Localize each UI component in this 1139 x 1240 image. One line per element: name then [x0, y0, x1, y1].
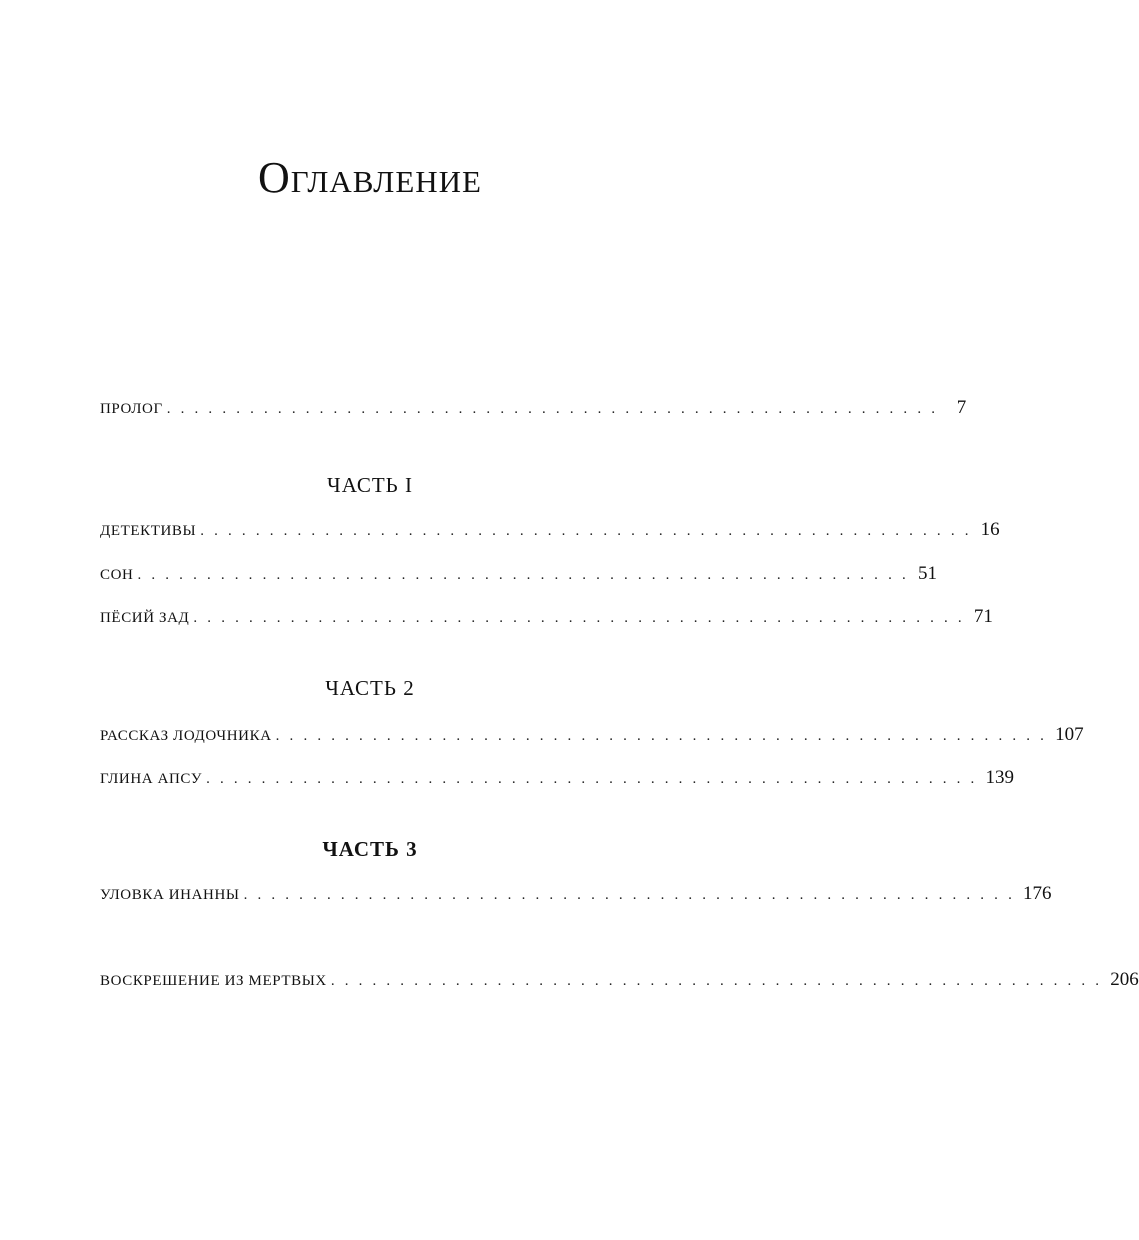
toc-entry-dogs-rear[interactable] — [100, 605, 993, 630]
toc-leader-dots: . . . . . . . . . . . . . . . . . . . . . . . . . . . . . . . . . . . . . . . . . . . . . . . . . . . . . . . . — [206, 771, 978, 787]
part-2-heading: ЧАСТЬ 2 — [325, 676, 415, 700]
toc-entry-prologue[interactable] — [100, 396, 967, 421]
toc-leader-dots: . . . . . . . . . . . . . . . . . . . . . . . . . . . . . . . . . . . . . . . . . . . . . . . . . . . . . . . . — [166, 401, 939, 417]
toc-entry-label: ПЁСИЙ ЗАД — [100, 610, 190, 626]
toc-entry-page: 7 — [956, 397, 967, 418]
page-title: Оглавление — [258, 153, 482, 202]
toc-entry-label: УЛОВКА ИНАННЫ — [100, 887, 240, 903]
toc-entry-page: 176 — [1023, 883, 1052, 904]
toc-entry-label: РАССКАЗ ЛОДОЧНИКА — [100, 728, 272, 744]
toc-entry-inanna-ruse[interactable] — [100, 882, 1052, 907]
toc-entry-boatman-story[interactable] — [100, 723, 1084, 748]
toc-entry-label: ГЛИНА АПСУ — [100, 771, 203, 787]
toc-entry-page: 51 — [917, 563, 937, 584]
part-1-heading: ЧАСТЬ I — [327, 473, 413, 497]
toc-entry-page: 16 — [980, 519, 1000, 540]
toc-leader-dots: . . . . . . . . . . . . . . . . . . . . . . . . . . . . . . . . . . . . . . . . . . . . . . . . . . . . . . . . — [243, 887, 1016, 903]
toc-entry-resurrection[interactable] — [100, 968, 1139, 993]
toc-entry-apsu-clay[interactable] — [100, 766, 1015, 791]
toc-leader-dots: . . . . . . . . . . . . . . . . . . . . . . . . . . . . . . . . . . . . . . . . . . . . . . . . . . . . . . . . — [193, 610, 965, 626]
toc-entry-dream[interactable] — [100, 562, 937, 587]
toc-entry-page: 71 — [973, 606, 993, 627]
toc-leader-dots: . . . . . . . . . . . . . . . . . . . . . . . . . . . . . . . . . . . . . . . . . . . . . . . . . . . . . . . . — [330, 973, 1103, 989]
toc-entry-page: 139 — [985, 767, 1015, 788]
toc-leader-dots: . . . . . . . . . . . . . . . . . . . . . . . . . . . . . . . . . . . . . . . . . . . . . . . . . . . . . . . . — [275, 728, 1048, 744]
toc-entry-label: СОН — [100, 567, 134, 583]
toc-entry-label: ДЕТЕКТИВЫ — [100, 523, 197, 539]
toc-entry-label: ПРОЛОГ — [100, 401, 163, 417]
toc-entry-page: 206 — [1110, 969, 1139, 990]
toc-entry-page: 107 — [1055, 724, 1084, 745]
part-3-heading: ЧАСТЬ 3 — [322, 837, 418, 861]
toc-leader-dots: . . . . . . . . . . . . . . . . . . . . . . . . . . . . . . . . . . . . . . . . . . . . . . . . . . . . . . . . — [200, 523, 972, 539]
toc-leader-dots: . . . . . . . . . . . . . . . . . . . . . . . . . . . . . . . . . . . . . . . . . . . . . . . . . . . . . . . . — [137, 567, 909, 583]
toc-entry-label: ВОСКРЕШЕНИЕ ИЗ МЕРТВЫХ — [100, 973, 327, 989]
toc-entry-detectives[interactable] — [100, 518, 1000, 543]
